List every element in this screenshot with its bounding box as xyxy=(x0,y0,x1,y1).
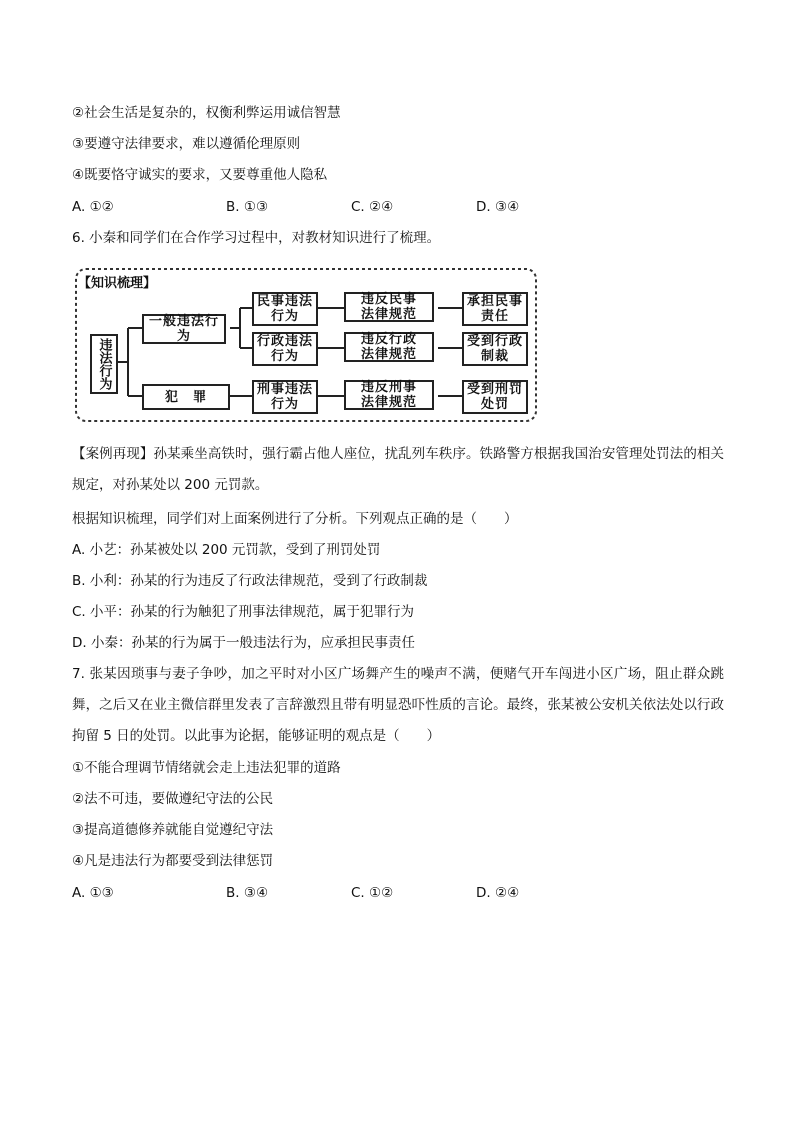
q7-statement-1: ①不能合理调节情绪就会走上违法犯罪的道路 xyxy=(72,760,341,776)
violate-civil-node: 违反民事法律规范 xyxy=(344,292,434,322)
q6-option-b: B. 小利：孙某的行为违反了行政法律规范，受到了行政制裁 xyxy=(72,573,428,589)
q7-option-d: D. ②④ xyxy=(476,885,520,901)
q7-option-a: A. ①③ xyxy=(72,885,114,901)
q7-statement-3: ③提高道德修养就能自觉遵纪守法 xyxy=(72,822,274,838)
diagram-title: 【知识梳理】 xyxy=(78,276,157,291)
q7-option-b: B. ③④ xyxy=(226,885,269,901)
general-violation-node: 一般违法行为 xyxy=(142,314,226,344)
violate-admin-node: 违反行政法律规范 xyxy=(344,332,434,362)
civil-violation-node: 民事违法行为 xyxy=(252,292,318,326)
root-node: 违法行为 xyxy=(90,334,118,394)
crime-node: 犯 罪 xyxy=(142,384,230,410)
q5-statement-4: ④既要恪守诚实的要求，又要尊重他人隐私 xyxy=(72,167,328,183)
q7-statement-4: ④凡是违法行为都要受到法律惩罚 xyxy=(72,853,274,869)
q6-case: 【案例再现】孙某乘坐高铁时，强行霸占他人座位，扰乱列车秩序。铁路警方根据我国治安管理处罚法的相关规定，对孙某处以 200 元罚款。 xyxy=(72,446,724,493)
q7-stem: 7. 张某因琐事与妻子争吵，加之平时对小区广场舞产生的噪声不满，便赌气开车闯进小区广场，阻止群众跳舞，之后又在业主微信群里发表了言辞激烈且带有明显恐吓性质的言论。最终，张某被公安机关依法处以行政拘留 5 日的处罚。以此事为论据，能够证明的观点是（ ） xyxy=(72,666,724,744)
q6-question: 根据知识梳理，同学们对上面案例进行了分析。下列观点正确的是（ ） xyxy=(72,511,518,527)
violate-criminal-node: 违反刑事法律规范 xyxy=(344,380,434,410)
civil-liability-node: 承担民事责任 xyxy=(462,292,528,326)
q6-option-c: C. 小平：孙某的行为触犯了刑事法律规范，属于犯罪行为 xyxy=(72,604,415,620)
q5-option-c: C. ②④ xyxy=(351,199,394,215)
criminal-violation-node: 刑事违法行为 xyxy=(252,380,318,414)
q5-statement-2: ②社会生活是复杂的，权衡利弊运用诚信智慧 xyxy=(72,105,341,121)
q5-option-d: D. ③④ xyxy=(476,199,520,215)
q7-statement-2: ②法不可违，要做遵纪守法的公民 xyxy=(72,791,274,807)
admin-violation-node: 行政违法行为 xyxy=(252,332,318,366)
q6-option-d: D. 小秦：孙某的行为属于一般违法行为，应承担民事责任 xyxy=(72,635,415,651)
q7-option-c: C. ①② xyxy=(351,885,394,901)
q6-stem: 6. 小秦和同学们在合作学习过程中，对教材知识进行了梳理。 xyxy=(72,230,441,246)
q6-option-a: A. 小艺：孙某被处以 200 元罚款，受到了刑罚处罚 xyxy=(72,542,381,558)
q5-option-a: A. ①② xyxy=(72,199,114,215)
q5-option-b: B. ①③ xyxy=(226,199,269,215)
knowledge-diagram xyxy=(72,266,540,424)
admin-sanction-node: 受到行政制裁 xyxy=(462,332,528,366)
criminal-penalty-node: 受到刑罚处罚 xyxy=(462,380,528,414)
q5-statement-3: ③要遵守法律要求，难以遵循伦理原则 xyxy=(72,136,301,152)
